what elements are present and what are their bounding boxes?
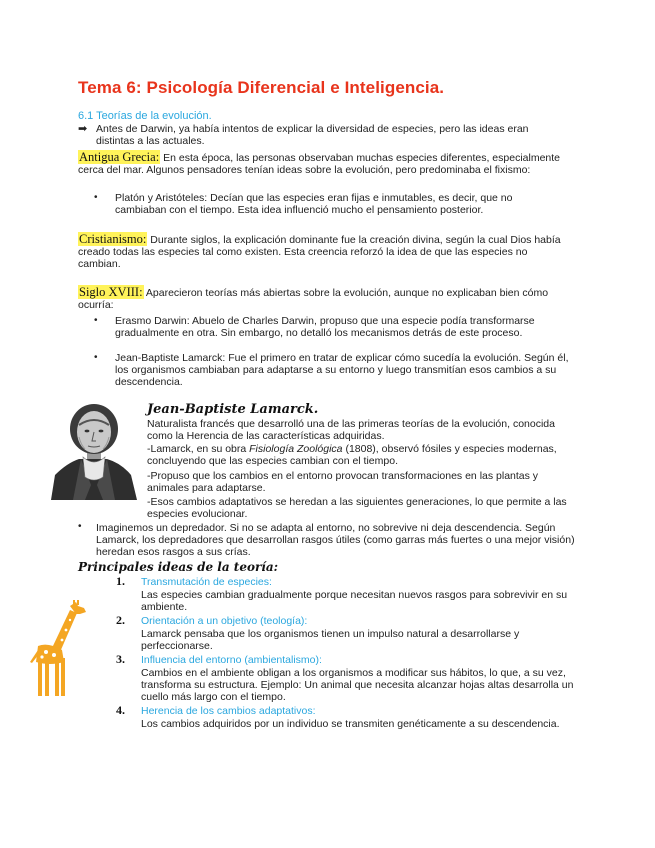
lamarck-heading: Jean-Baptiste Lamarck. <box>147 402 319 417</box>
intro-text: Antes de Darwin, ya había intentos de explicar la diversidad de especies, pero las ideas eran distintas a las actuales. <box>96 123 529 148</box>
idea-title: Herencia de los cambios adaptativos: <box>141 705 316 717</box>
predator-example: Imaginemos un depredador. Si no se adapta al entorno, no sobrevive ni deja descendencia. Según Lamarck, los depredadores que desarrollan rasgos útiles (como garras más fuertes o una mejor visión) heredan esos rasgos a sus crías. <box>96 522 575 559</box>
right-arrow-icon: ➡ <box>78 123 88 135</box>
idea-title: Orientación a un objetivo (teología): <box>141 615 308 627</box>
xviii-paragraph <box>78 286 558 311</box>
lamarck-p4: -Esos cambios adaptativos se heredan a las siguientes generaciones, lo que permite a las especies evolucionar. <box>147 496 567 521</box>
christianity-label: Cristianismo: <box>79 232 147 246</box>
giraffe-icon <box>22 600 90 698</box>
lamarck-p2-a: -Lamarck, en su obra <box>147 443 250 455</box>
lamarck-portrait <box>45 401 141 500</box>
idea-title: Influencia del entorno (ambientalismo): <box>141 654 322 666</box>
lamarck-p1: Naturalista francés que desarrolló una de las primeras teorías de la evolución, conocida como la Herencia de las características adquiridas. <box>147 418 555 443</box>
ideas-heading: Principales ideas de la teoría: <box>78 560 279 574</box>
idea-number: 3. <box>116 652 125 666</box>
bullet-dot: • <box>94 192 98 203</box>
lamarck-p3: -Propuso que los cambios en el entorno provocan transformaciones en las plantas y animales para adaptarse. <box>147 470 539 495</box>
idea-text: Las especies cambian gradualmente porque necesitan nuevos rasgos para sobrevivir en su ambiente. <box>141 589 568 614</box>
xviii-bullet-erasmo: Erasmo Darwin: Abuelo de Charles Darwin, propuso que una especie podía transformarse gradualmente en otra. Sin embargo, no detalló los mecanismos detrás de este proceso. <box>115 315 535 340</box>
idea-number: 1. <box>116 574 125 588</box>
idea-number: 2. <box>116 613 125 627</box>
christianity-text: Durante siglos, la explicación dominante fue la creación divina, según la cual Dios había creado todas las especies tal como existen. Esta creencia reforzó la idea de que las especies no cambian. <box>78 234 561 271</box>
lamarck-p2 <box>147 443 557 467</box>
idea-text: Los cambios adquiridos por un individuo se transmiten genéticamente a su descendencia. <box>141 718 560 730</box>
idea-title: Transmutación de especies: <box>141 576 272 588</box>
idea-text: Lamarck pensaba que los organismos tienen un impulso natural a desarrollarse y perfeccionarse. <box>141 628 520 653</box>
christianity-paragraph <box>78 233 568 271</box>
greece-paragraph <box>78 151 560 176</box>
xviii-bullet-lamarck: Jean-Baptiste Lamarck: Fue el primero en tratar de explicar cómo sucedía la evolución. Según él, los organismos cambiaban para adaptarse a su entorno y luego transmitían esos cambios a su descendencia. <box>115 352 569 389</box>
xviii-label: Siglo XVIII: <box>79 285 143 299</box>
section-heading: 6.1 Teorías de la evolución. <box>78 110 212 122</box>
lamarck-p2-c: (1808), observó fósiles y especies modernas, concluyendo que las especies cambian con el tiempo. <box>147 443 557 468</box>
bullet-dot: • <box>94 352 98 363</box>
greece-label: Antigua Grecia: <box>79 150 160 164</box>
page-title: Tema 6: Psicología Diferencial e Inteligencia. <box>78 78 445 97</box>
bullet-dot: • <box>94 315 98 326</box>
lamarck-work-title: Fisiología Zoológica <box>249 443 343 455</box>
idea-text: Cambios en el ambiente obligan a los organismos a modificar sus hábitos, lo que, a su vez, transforma su estructura. Ejemplo: Un animal que necesita alcanzar hojas altas desarrolla un cuello más largo con el tiempo. <box>141 667 574 704</box>
bullet-dot: • <box>78 521 82 532</box>
xviii-text: Aparecieron teorías más abiertas sobre la evolución, aunque no explicaban bien cómo ocurría: <box>78 287 549 312</box>
greece-bullet: Platón y Aristóteles: Decían que las especies eran fijas e inmutables, es decir, que no cambiaban con el tiempo. Esta idea influenció mucho el pensamiento posterior. <box>115 192 513 217</box>
idea-number: 4. <box>116 703 125 717</box>
greece-text: En esta época, las personas observaban muchas especies diferentes, especialmente cerca del mar. Algunos pensadores tenían ideas sobre la evolución, pero predominaba el fixismo: <box>78 152 561 177</box>
